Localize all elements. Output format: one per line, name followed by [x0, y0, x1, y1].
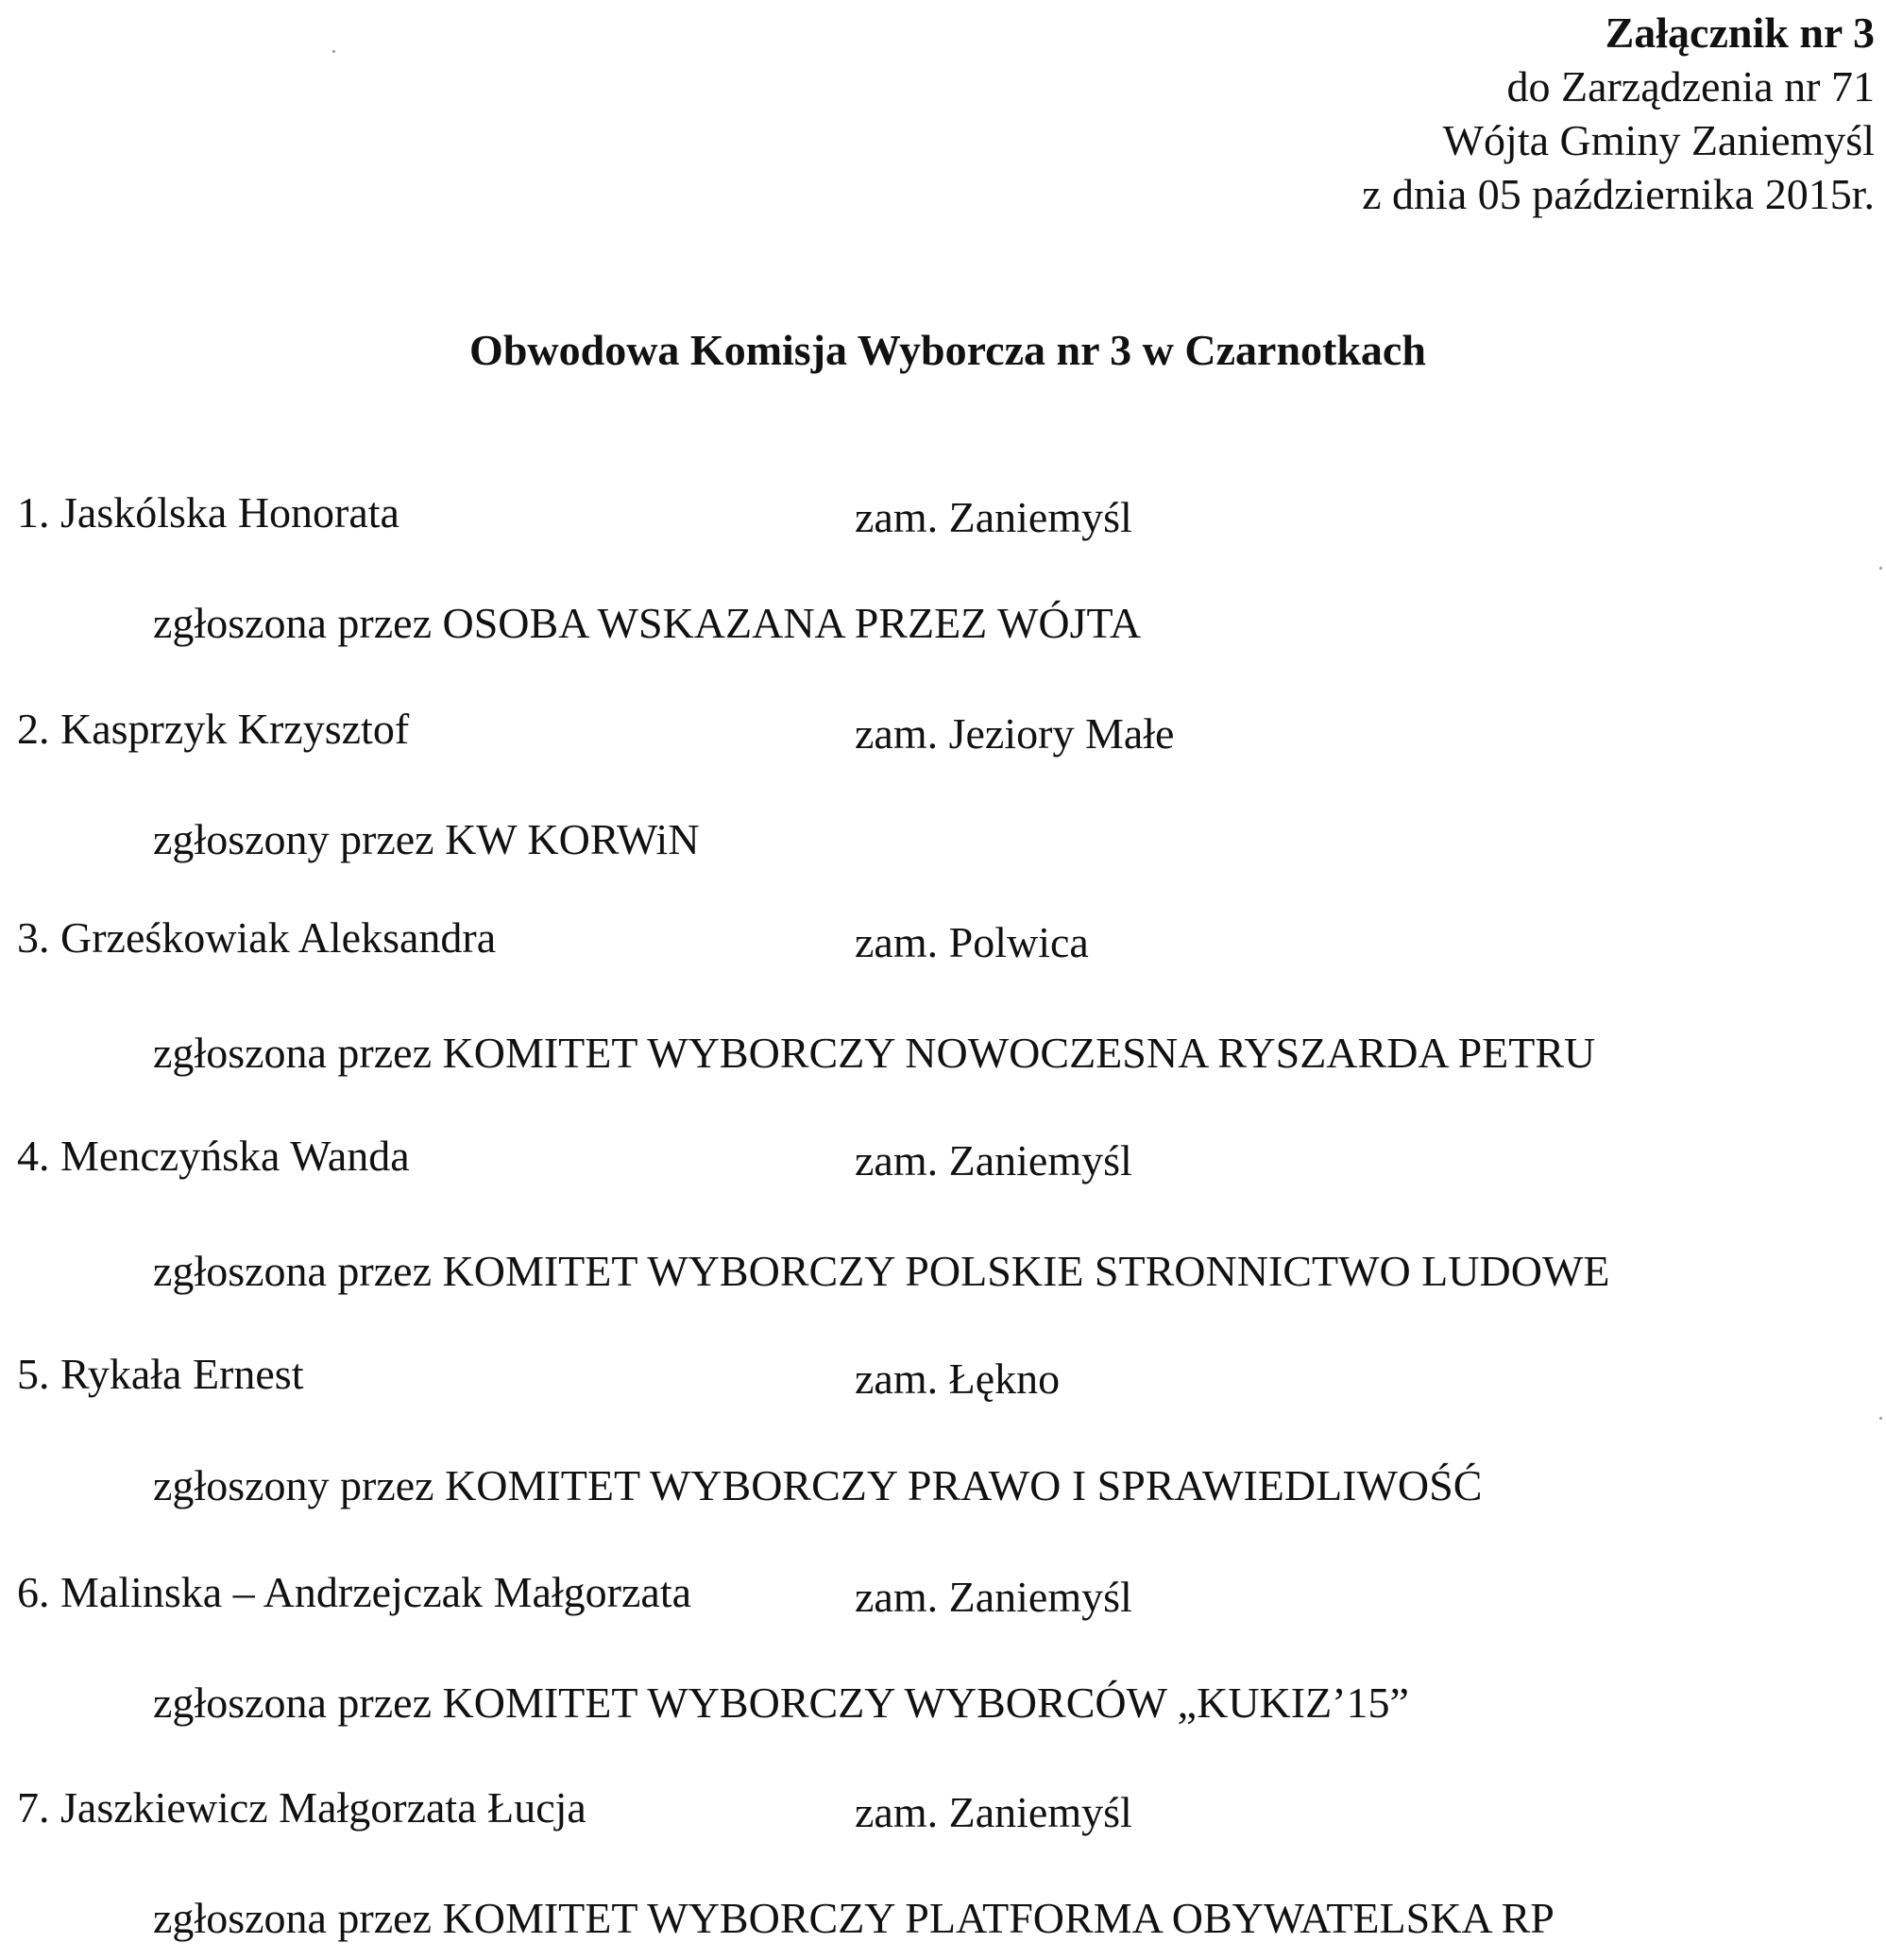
scan-speck — [1879, 567, 1882, 570]
member-name: 2. Kasprzyk Krzysztof — [17, 705, 410, 753]
member-nomination: zgłoszona przez KOMITET WYBORCZY NOWOCZESNA RYSZARDA PETRU — [153, 1029, 1596, 1077]
member-nomination: zgłoszona przez KOMITET WYBORCZY PLATFORMA OBYWATELSKA RP — [153, 1894, 1555, 1942]
member-nomination: zgłoszony przez KOMITET WYBORCZY PRAWO I SPRAWIEDLIWOŚĆ — [153, 1461, 1483, 1509]
annex-line-ordinance: do Zarządzenia nr 71 — [1506, 62, 1875, 111]
member-address: zam. Polwica — [855, 918, 1089, 966]
annex-header — [1362, 6, 1875, 221]
member-name: 3. Grześkowiak Aleksandra — [17, 913, 497, 962]
scan-speck — [332, 50, 335, 53]
member-name: 4. Menczyńska Wanda — [17, 1132, 410, 1180]
member-nomination: zgłoszony przez KW KORWiN — [153, 815, 700, 863]
member-address: zam. Jeziory Małe — [855, 709, 1175, 758]
member-nomination: zgłoszona przez KOMITET WYBORCZY WYBORCÓW „KUKIZ’15” — [153, 1679, 1409, 1727]
member-nomination: zgłoszona przez KOMITET WYBORCZY POLSKIE STRONNICTWO LUDOWE — [153, 1247, 1610, 1295]
annex-line-issuer: Wójta Gminy Zaniemyśl — [1442, 116, 1875, 164]
member-nomination: zgłoszona przez OSOBA WSKAZANA PRZEZ WÓJTA — [153, 599, 1142, 647]
scan-speck — [1879, 1417, 1882, 1420]
member-address: zam. Zaniemyśl — [855, 1136, 1132, 1185]
member-name: 7. Jaszkiewicz Małgorzata Łucja — [17, 1783, 586, 1832]
member-address: zam. Zaniemyśl — [855, 1573, 1132, 1621]
member-address: zam. Łękno — [855, 1355, 1061, 1403]
annex-line-date: z dnia 05 października 2015r. — [1362, 170, 1875, 218]
document-title: Obwodowa Komisja Wyborcza nr 3 w Czarnotkach — [469, 326, 1426, 374]
member-name: 6. Malinska – Andrzejczak Małgorzata — [17, 1568, 692, 1616]
member-address: zam. Zaniemyśl — [855, 1788, 1132, 1836]
member-address: zam. Zaniemyśl — [855, 493, 1132, 541]
member-name: 1. Jaskólska Honorata — [17, 488, 399, 537]
member-name: 5. Rykała Ernest — [17, 1350, 304, 1398]
annex-title: Załącznik nr 3 — [1605, 9, 1875, 57]
